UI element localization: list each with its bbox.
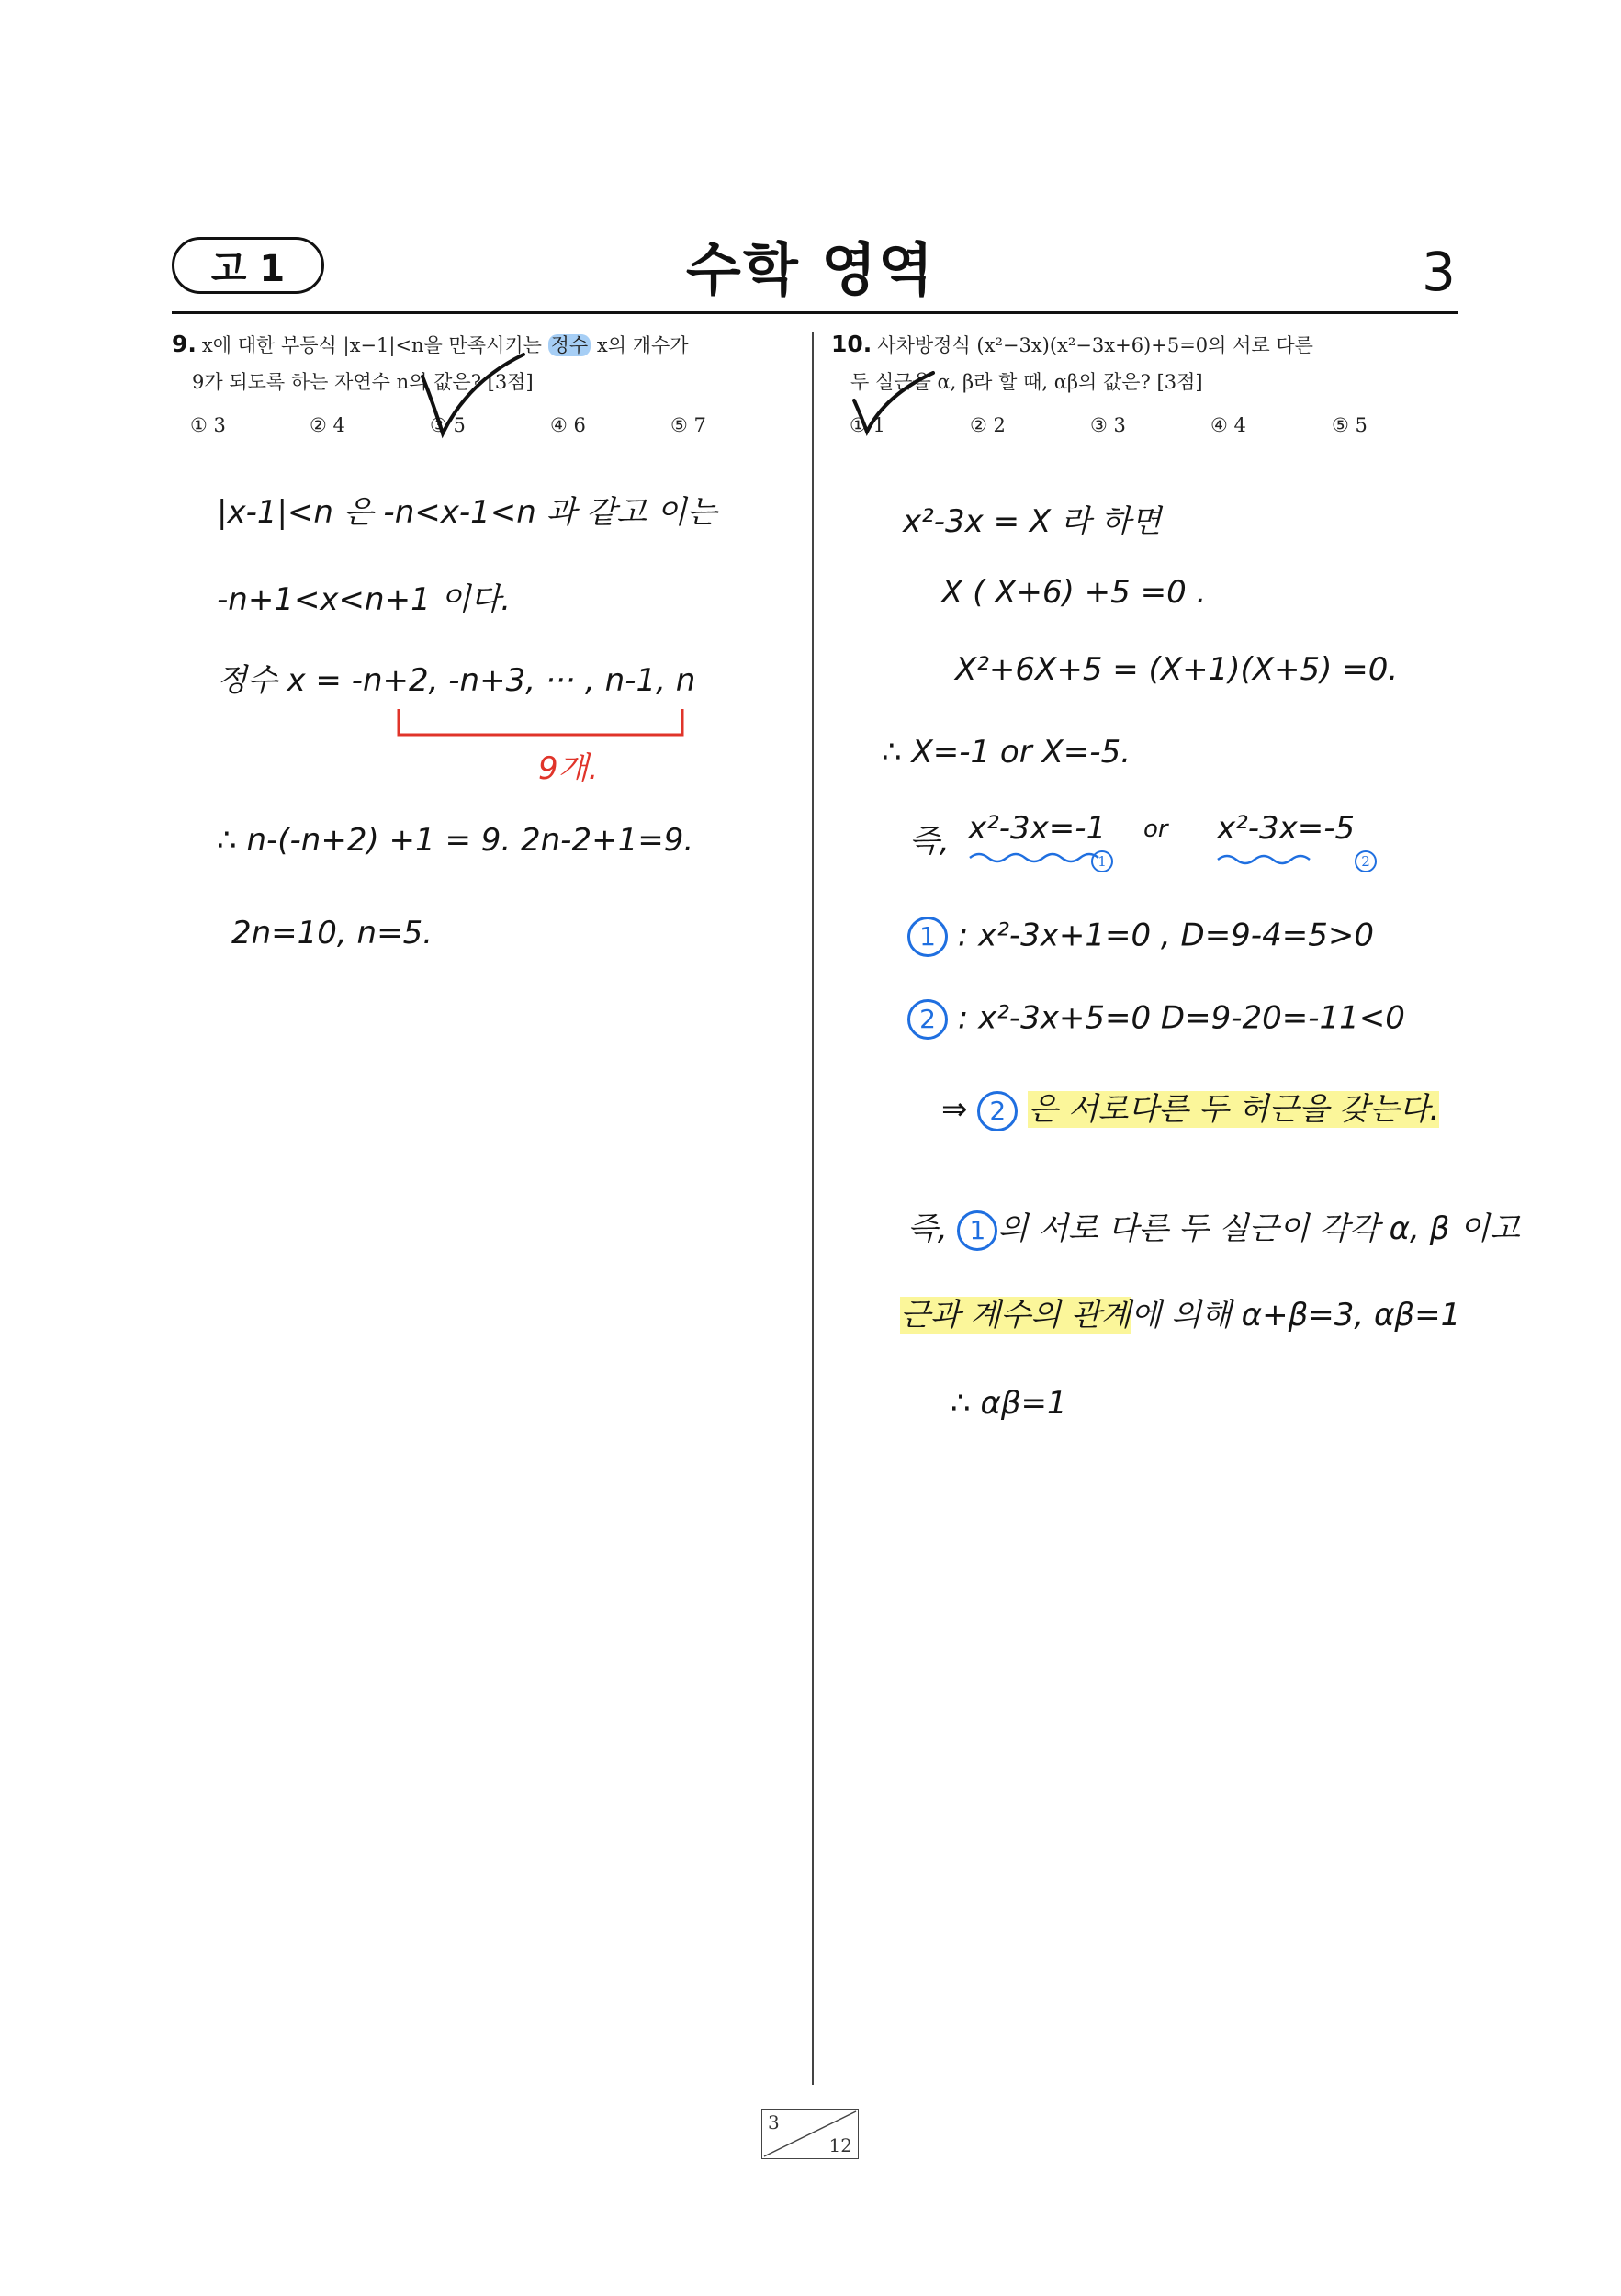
q10-line2: 두 실근을 α, β라 할 때, αβ의 값은? [3점] [850, 371, 1203, 393]
q10-work-9 [907, 1203, 1520, 1251]
column-divider [812, 332, 814, 2085]
q9-work-5: 2n=10, n=5. [231, 915, 433, 951]
q9-number: 9. [172, 331, 197, 357]
q10-work-5d: x²-3x=-5 [1217, 810, 1356, 847]
q10-work-5a: 즉, [909, 823, 950, 860]
q9-choice-2[interactable]: ② 4 [310, 414, 345, 436]
q10-line1-text: 사차방정식 (x²−3x)(x²−3x+6)+5=0의 서로 다른 [877, 334, 1313, 356]
q9-line1-post: x의 개수가 [596, 334, 689, 356]
q10-line1 [831, 326, 1313, 364]
q9-work-2: -n+1<x<n+1 이다. [217, 581, 512, 618]
subject-title: 수학 영역 [685, 236, 936, 303]
q10-work-1: x²-3x = X 라 하면 [903, 503, 1162, 540]
q10-mark-1-label: 1 [1091, 850, 1113, 872]
q10-work-7 [907, 999, 1405, 1040]
q10-work-2: X ( X+6) +5 =0 . [941, 574, 1207, 611]
q9-line2: 9가 되도록 하는 자연수 n의 값은? [3점] [192, 371, 534, 393]
q10-work-6 [907, 917, 1374, 957]
q9-line1-pre: x에 대한 부등식 |x−1|<n을 만족시키는 [201, 334, 542, 356]
page-number: 3 [1422, 241, 1456, 303]
q10-case-2-circle: 2 [907, 999, 948, 1040]
q9-choice-5[interactable]: ⑤ 7 [670, 414, 706, 436]
q10-choice-1[interactable]: ① 1 [850, 414, 885, 436]
q9-bracket [395, 705, 689, 742]
grade-label: 고 1 [210, 247, 286, 290]
q10-case-1-circle-ref: 1 [957, 1210, 997, 1251]
q10-work-8 [941, 1084, 1439, 1131]
q10-work-11: ∴ αβ=1 [951, 1385, 1067, 1422]
q10-mark-2 [1355, 850, 1377, 872]
page-total: 12 [828, 2134, 852, 2156]
q10-case-2-circle-ref: 2 [977, 1091, 1018, 1131]
q10-work-9-lead: 즉, [907, 1210, 948, 1247]
q9-work-3: 정수 x = -n+2, -n+3, ··· , n-1, n [217, 662, 696, 699]
q9-work-count: 9개. [538, 750, 599, 787]
q10-work-10-highlight: 근과 계수의 관계 [900, 1297, 1131, 1334]
q9-work-1: |x-1|<n 은 -n<x-1<n 과 같고 이는 [217, 494, 717, 531]
q10-checkmark [843, 367, 944, 441]
q10-work-5c: or [1143, 816, 1168, 843]
header-rule [172, 311, 1458, 314]
q10-case-1-circle: 1 [907, 917, 948, 957]
q10-choice-2[interactable]: ② 2 [970, 414, 1006, 436]
q9-choice-3[interactable]: ③ 5 [430, 414, 466, 436]
q10-work-8-text: 은 서로다른 두 허근을 갖는다. [1028, 1091, 1440, 1128]
q9-choice-1[interactable]: ① 3 [190, 414, 226, 436]
q10-work-3: X²+6X+5 = (X+1)(X+5) =0. [955, 651, 1399, 688]
q10-wavy-underlines [968, 847, 1354, 874]
q10-work-8-arrow: ⇒ [941, 1091, 968, 1128]
q10-work-10-text: 에 의해 α+β=3, αβ=1 [1131, 1297, 1461, 1334]
q10-work-4: ∴ X=-1 or X=-5. [882, 734, 1131, 771]
q10-choice-3[interactable]: ③ 3 [1090, 414, 1126, 436]
page-counter [761, 2109, 859, 2159]
q10-number: 10. [831, 331, 872, 357]
q9-choice-4[interactable]: ④ 6 [550, 414, 586, 436]
q9-checkmark [404, 349, 533, 441]
q10-work-6-text: : x²-3x+1=0 , D=9-4=5>0 [957, 917, 1374, 954]
q10-choice-4[interactable]: ④ 4 [1210, 414, 1246, 436]
q10-mark-1 [1091, 850, 1113, 872]
q10-work-9-text: 의 서로 다른 두 실근이 각각 α, β 이고 [997, 1210, 1520, 1247]
q10-work-7-text: : x²-3x+5=0 D=9-20=-11<0 [957, 999, 1405, 1037]
q10-mark-2-label: 2 [1355, 850, 1377, 872]
q9-highlight: 정수 [548, 334, 591, 356]
q10-choice-5[interactable]: ⑤ 5 [1332, 414, 1368, 436]
page-current: 3 [768, 2111, 780, 2133]
q10-work-5b: x²-3x=-1 [968, 810, 1107, 847]
q10-work-10 [900, 1289, 1460, 1334]
q9-work-4: ∴ n-(-n+2) +1 = 9. 2n-2+1=9. [217, 822, 694, 859]
